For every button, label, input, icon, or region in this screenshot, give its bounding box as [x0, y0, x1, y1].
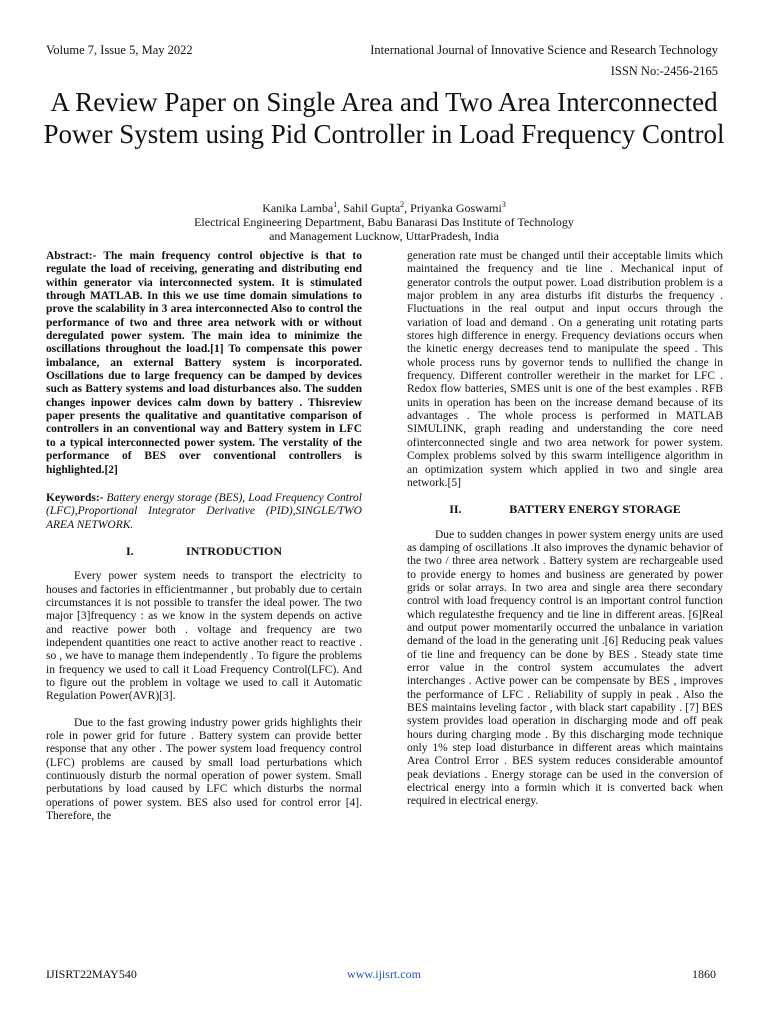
- author-sup: 1: [333, 200, 338, 209]
- keywords: [46, 492, 362, 532]
- keywords-text: Battery energy storage (BES), Load Frequency Control (LFC),Proportional Integrator Derivative (PID),SINGLE/TWO AREA NETWORK.: [46, 491, 362, 531]
- section-number: I.: [125, 543, 134, 558]
- affiliation-line-1: Electrical Engineering Department, Babu Banarasi Das Institute of Technology: [194, 215, 574, 229]
- section-number: II.: [449, 502, 462, 517]
- footer-website-link[interactable]: www.ijisrt.com: [347, 967, 421, 981]
- header-volume: Volume 7, Issue 5, May 2022: [46, 43, 193, 57]
- battery-paragraph-1: Due to sudden changes in power system energy units are used as damping of oscillations .It also improves the dynamic behavior of the two / three area network . Battery system are rechargeable used to provide energy to homes and business are generated by power grids or solar arrays. In two area and single area there secondary control with load frequency control is an important control function which regulatesthe frequency and tie line in different areas. [6]Real and output power momentarily occurred the unbalance in variation demand of the load in the generating unit .[6] Reducing peak values of tie line and frequency can be done by BES . Steady state time error value in the control system accumulates the advert interchanges . Active power can be compensate by BES , improves the performance of LFC . Reliability of supply in peak . Also the BES maintains leveling factor , with black start capability . [7] BES system provides load operation in discharging mode and off peak hours during charging mode . By this discharging mode technique only 1% step load disturbance in different areas which maintains Area Control Error . BES system reduces considerable amountof peak deviations . Energy storage can be used in the conversion of electrical energy into a formin which it is converted back when required in electrical energy.: [407, 528, 723, 808]
- author-sup: 3: [501, 200, 506, 209]
- left-column: [46, 250, 362, 823]
- paper-title: A Review Paper on Single Area and Two Area Interconnected Power System using Pid Controller in Load Frequency Control: [43, 87, 725, 149]
- author-sup: 2: [400, 200, 405, 209]
- author-name: Sahil Gupta: [343, 201, 401, 215]
- header-journal: International Journal of Innovative Science and Research Technology: [370, 43, 718, 57]
- page-number: 1860: [692, 967, 716, 981]
- author-block: [100, 198, 668, 243]
- footer-paper-id: IJISRT22MAY540: [46, 967, 137, 981]
- header-issn: ISSN No:-2456-2165: [610, 64, 718, 78]
- author-name: Priyanka Goswami: [410, 201, 502, 215]
- right-column: [407, 250, 723, 809]
- abstract: Abstract:- The main frequency control objective is that to regulate the load of receiving, generating and distributing end within generator via interconnected system. It is stimulated through MATLAB. In this we use time domain simulations to prove the scalability in 3 area interconnected Also to control the performance of two and three area network with or without deregulated power system. The main idea to minimize the oscillations throughout the load.[1] To compensate this power imbalance, an external Battery system is incorporated. Oscillations due to large frequency can be damped by devices such as Battery systems and load disturbances also. The sudden changes inpower devices calm down by battery . Thisreview paper presents the qualitative and quantitative comparison of controllers in an conventional way and Battery system in LFC to a typical interconnected power system. The verstality of the performance of BES over conventional controllers is highlighted.[2]: [46, 250, 362, 476]
- section-title: INTRODUCTION: [185, 543, 282, 558]
- section-title: BATTERY ENERGY STORAGE: [509, 502, 681, 517]
- keywords-label: Keywords:-: [46, 491, 104, 504]
- intro-paragraph-1: Every power system needs to transport the electricity to houses and factories in efficientmanner , but probably due to certain circumstances it is not possible to transfer the ideal power. The two major [3]frequency : as we know in the system depends on active and reactive power both . voltage and frequency are two independent quantities one react to active another react to reactive . so , we have to manage them independently . To figure the problems in frequency we used to call it Load Frequency Control(LFC). And to figure out the problem in voltage we used to call it Automatic Regulation Power(AVR)[3].: [46, 570, 362, 703]
- author-name: Kanika Lamba: [262, 201, 334, 215]
- affiliation-line-2: and Management Lucknow, UttarPradesh, India: [269, 229, 499, 243]
- intro-paragraph-3: generation rate must be changed until their acceptable limits which maintained the frequency and tie line . Mechanical input of generator controls the output power. Load distribution problem is a major problem in any area disturbs ifit disturbs the frequency . Fluctuations in the real output and input occurs through the variation of load and demand . On a generating unit rotating parts stores high difference in energy. Frequency deviations occurs when the kinetic energy decreases tend to manipulate the speed . This whole process runs by governor tends to nullified the change in frequency. Different controller weretheir in the market for LFC . Redox flow batteries, SMES unit is one of the best examples . RFB units in operation has been on the increase demand because of its advantages . The whole process is performed in MATLAB SIMULINK, graph reading and understanding the core need ofinterconnected single and two area network for power system. Complex problems solved by this swarm intelligence algorithm in an optimization system which applied in two and single area network.[5]: [407, 250, 723, 489]
- section-heading-battery: [407, 503, 723, 516]
- section-heading-introduction: [46, 545, 362, 558]
- author-list: Kanika Lamba$^1$, Sahil Gupta$^2$, Priyanka Goswami$^3$: [262, 200, 506, 215]
- intro-paragraph-2: Due to the fast growing industry power grids highlights their role in power grid for future . Battery system can provide better response that any other . The power system load frequency control (LFC) problems are caused by small load perturbations which continuously disturb the normal operation of power system. Small perbutations by load caused by LFC which disturbs the normal operations of power system. BES also used for control error [4]. Therefore, the: [46, 716, 362, 823]
